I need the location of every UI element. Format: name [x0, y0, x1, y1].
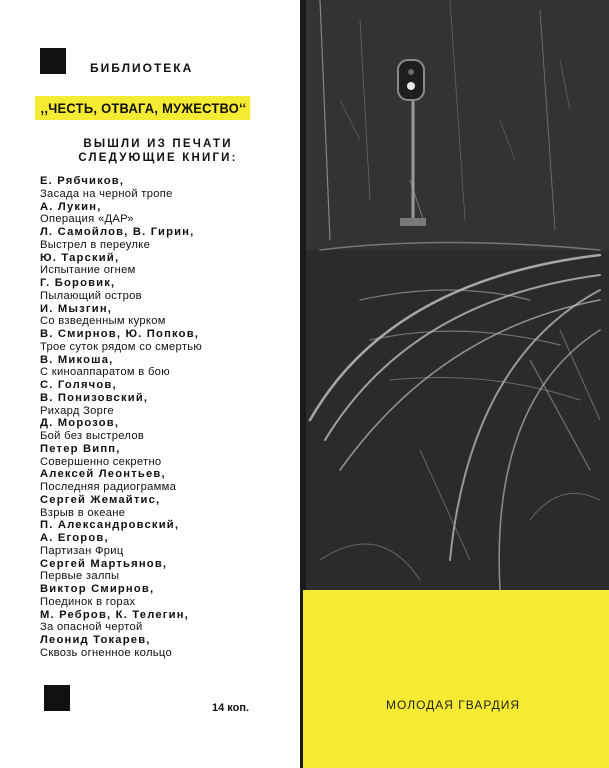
book-author: Сергей Мартьянов,: [40, 557, 168, 570]
back-cover-text-panel: [0, 0, 300, 768]
published-heading-line1: ВЫШЛИ ИЗ ПЕЧАТИ: [83, 138, 233, 150]
book-entry: [40, 252, 300, 278]
book-entry: [40, 175, 300, 201]
book-author: И. Мызгин,: [40, 302, 113, 315]
book-title: Выстрел в переулке: [40, 238, 151, 251]
book-author: Виктор Смирнов,: [40, 583, 155, 595]
book-entry: [40, 519, 300, 532]
book-title: Операция «ДАР»: [40, 213, 134, 226]
book-entry: [40, 392, 300, 418]
book-entry: [40, 303, 300, 329]
book-entry: [40, 468, 300, 494]
book-author: В. Понизовский,: [40, 391, 149, 404]
book-author: Л. Самойлов, В. Гирин,: [40, 226, 195, 238]
book-entry: [40, 379, 300, 392]
book-title: С киноаппаратом в бою: [40, 366, 170, 379]
publisher-yellow-band: [303, 590, 609, 768]
book-entry: [40, 328, 300, 354]
book-author: Леонид Токарев,: [40, 634, 151, 646]
book-entry: [40, 417, 300, 443]
book-title: Сквозь огненное кольцо: [40, 646, 173, 659]
price: 14 коп.: [212, 702, 250, 714]
book-author: Ю. Тарский,: [40, 251, 120, 264]
book-author: Сергей Жемайтис,: [40, 493, 161, 506]
book-title: Испытание огнем: [40, 264, 136, 277]
book-title: Бой без выстрелов: [40, 430, 145, 442]
series-title: ,,ЧЕСТЬ, ОТВАГА, МУЖЕСТВО‘‘: [35, 96, 250, 120]
black-square-mark-bottom: [44, 685, 70, 711]
book-entry: [40, 583, 300, 609]
book-entry: [40, 532, 300, 558]
book-title: Со взведенным курком: [40, 315, 166, 328]
book-entry: [40, 634, 300, 660]
published-heading: [48, 137, 268, 165]
book-entry: [40, 494, 300, 520]
book-author: М. Ребров, К. Телегин,: [40, 608, 189, 621]
book-entry: [40, 609, 300, 635]
book-entry: [40, 443, 300, 469]
book-title: За опасной чертой: [40, 621, 143, 634]
book-author: Е. Рябчиков,: [40, 175, 125, 187]
book-author: А. Лукин,: [40, 200, 102, 213]
book-title: Пылающий остров: [40, 289, 142, 302]
book-entry: [40, 277, 300, 303]
published-heading-line2: СЛЕДУЮЩИЕ КНИГИ:: [78, 152, 238, 164]
book-author: П. Александровский,: [40, 519, 180, 532]
book-title: Засада на черной тропе: [40, 187, 173, 200]
book-author: В. Микоша,: [40, 353, 114, 366]
book-title: Последняя радиограмма: [40, 481, 177, 493]
series-label: БИБЛИОТЕКА: [90, 61, 194, 75]
book-title: Трое суток рядом со смертью: [40, 340, 203, 353]
book-title: Поединок в горах: [40, 595, 136, 608]
book-author: В. Смирнов, Ю. Попков,: [40, 328, 200, 340]
book-entry: [40, 558, 300, 584]
book-entry: [40, 226, 300, 252]
book-title: Партизан Фриц: [40, 544, 124, 557]
book-title: Рихард Зорге: [40, 404, 114, 417]
black-square-mark-top: [40, 48, 66, 74]
book-author: С. Голячов,: [40, 379, 117, 391]
book-title: Взрыв в океане: [40, 506, 126, 519]
book-author: Г. Боровик,: [40, 277, 116, 289]
book-entry: [40, 354, 300, 380]
book-title: Первые залпы: [40, 570, 120, 583]
book-title: Совершенно секретно: [40, 455, 162, 468]
book-entry: [40, 201, 300, 227]
book-author: Д. Морозов,: [40, 417, 120, 430]
book-list: [40, 175, 300, 660]
publisher-name: МОЛОДАЯ ГВАРДИЯ: [386, 698, 520, 712]
book-author: А. Егоров,: [40, 532, 109, 544]
book-author: Алексей Леонтьев,: [40, 468, 166, 481]
book-author: Петер Випп,: [40, 442, 121, 455]
